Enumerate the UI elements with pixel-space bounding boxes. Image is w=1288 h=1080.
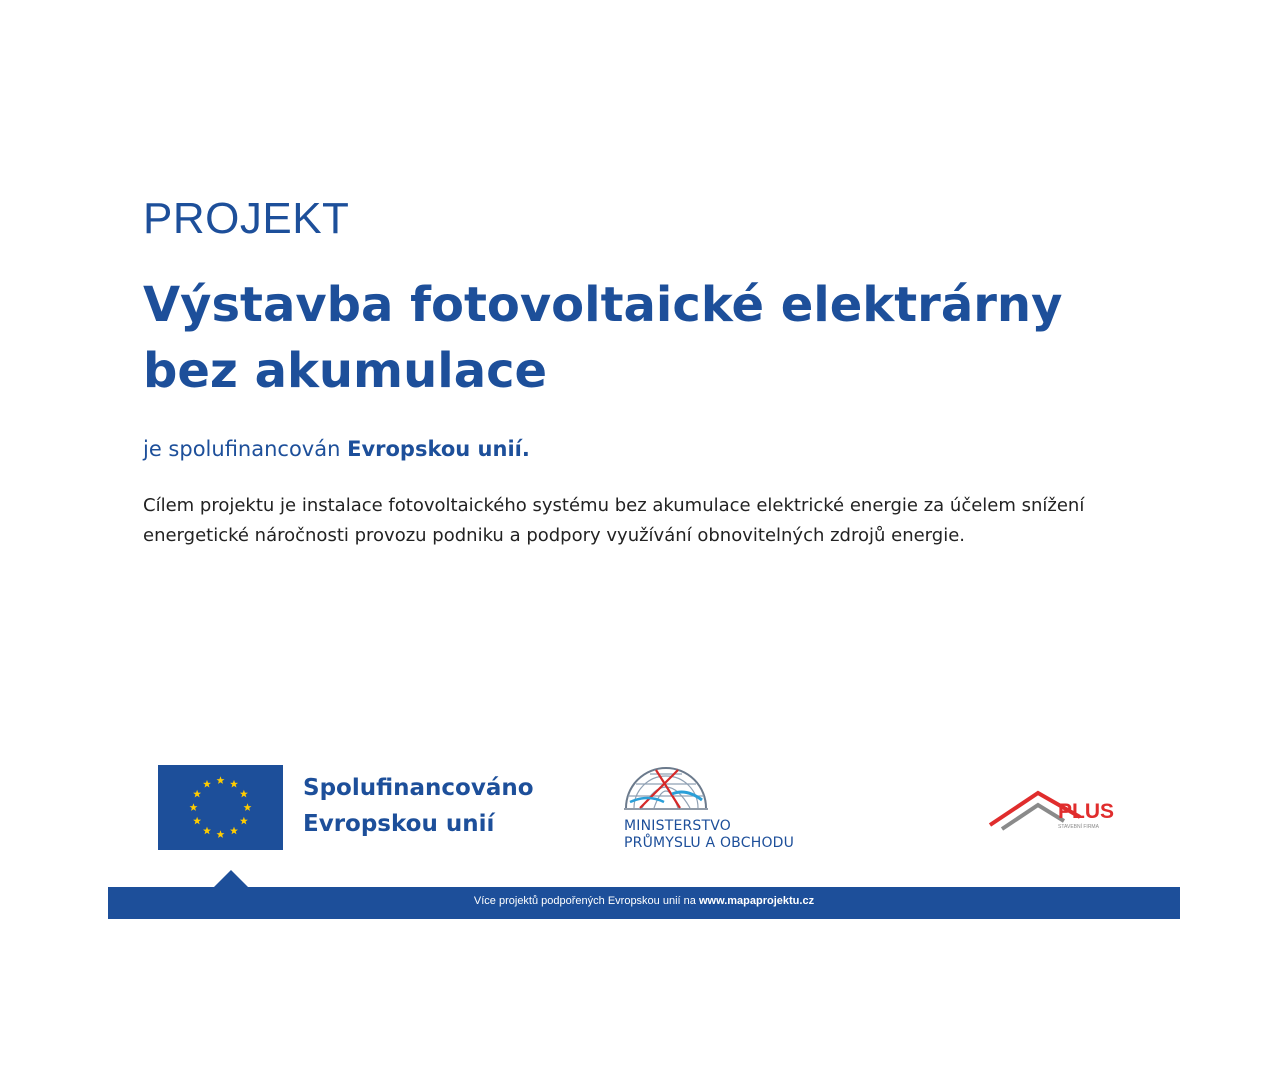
footer-text bbox=[108, 895, 1180, 907]
mpo-logo-line2: PRŮMYSLU A OBCHODU bbox=[624, 835, 795, 851]
plus-logo-tagline: STAVEBNÍ FIRMA bbox=[1058, 824, 1099, 830]
mpo-logo-line1: MINISTERSTVO bbox=[624, 818, 732, 834]
mpo-logo-text bbox=[624, 818, 794, 852]
eu-logo-line2: Evropskou unií bbox=[303, 811, 495, 837]
project-title-line2: bez akumulace bbox=[143, 343, 548, 399]
cofinanced-eu: Evropskou unií. bbox=[347, 437, 530, 461]
eu-logo-line1: Spolufinancováno bbox=[303, 775, 534, 801]
mpo-globe-icon bbox=[620, 764, 712, 814]
project-kicker: PROJEKT bbox=[143, 194, 350, 243]
plus-company-logo bbox=[988, 785, 1130, 835]
cofinanced-prefix: je spolufinancován bbox=[143, 437, 341, 461]
footer-bar bbox=[108, 887, 1180, 919]
project-description: Cílem projektu je instalace fotovoltaického systému bez akumulace elektrické energie za účelem snížení energetické náročnosti provozu podniku a podpory využívání obnovitelných zdrojů energie. bbox=[143, 495, 1085, 546]
footer-link[interactable]: www.mapaprojektu.cz bbox=[698, 895, 815, 907]
eu-cofinanced-logo-text bbox=[303, 770, 534, 842]
project-title bbox=[143, 272, 1183, 404]
project-title-line1: Výstavba fotovoltaické elektrárny bbox=[143, 277, 1063, 333]
cofinanced-statement bbox=[143, 437, 530, 461]
eu-flag-icon bbox=[158, 765, 283, 850]
plus-logo-name: PLUS bbox=[1058, 800, 1115, 823]
footer-bar-pointer bbox=[213, 870, 249, 888]
footer-text-prefix: Více projektů podpořených Evropskou unií na bbox=[473, 895, 696, 907]
